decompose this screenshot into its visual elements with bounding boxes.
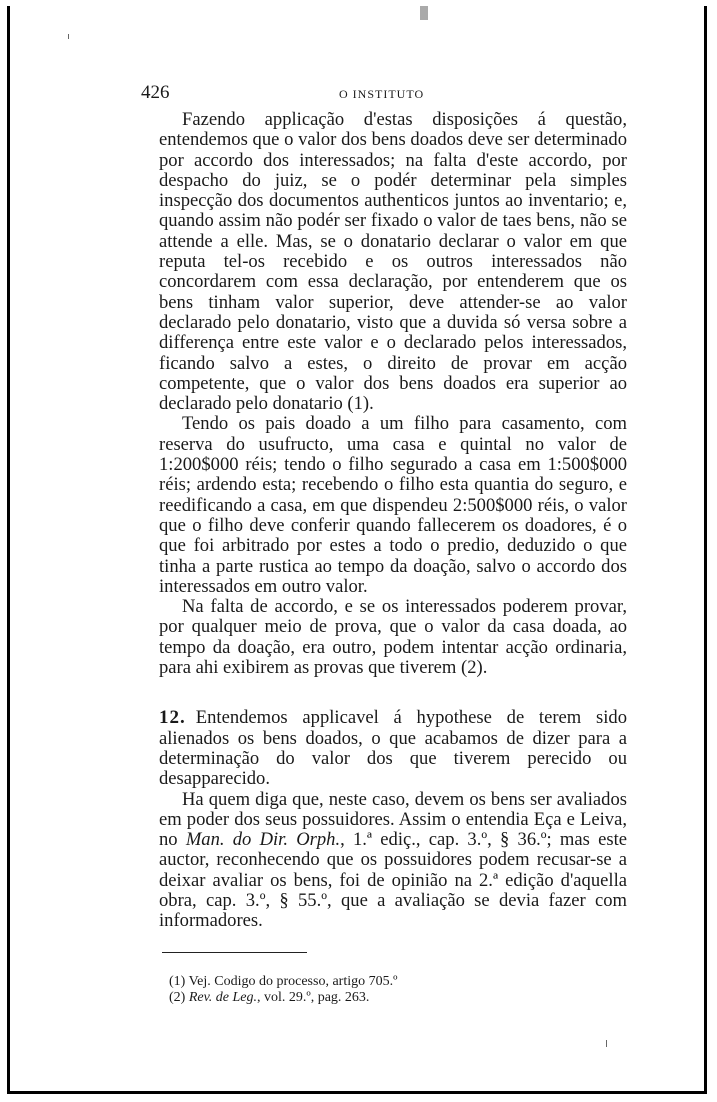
paragraph: Fazendo applicação d'estas disposições á questão, entendemos que o valor dos bens doados deve ser determinado por accordo dos interessados; na falta d'este accordo, por despacho do juiz, se o podér determinar pela simples inspecção dos documentos authenticos juntos ao inventario; e, quando assim não podér ser fixado o valor de taes bens, não se attende a elle. Mas, se o donatario declarar o valor em que reputa tel-os recebido e os outros interessados não concordarem com essa declaração, por entenderem que os bens tinham valor superior, deve attender-se ao valor declarado pelo donatario, visto que a duvida só versa sobre a differença entre este valor e o declarado pelos interessados, ficando salvo a estes, o direito de provar em acção competente, que o valor dos bens doados era superior ao declarado pelo donatario (1). [159, 109, 627, 415]
page-number: 426 [141, 82, 170, 103]
footnote-marker: (2) [169, 989, 189, 1005]
section-first-paragraph [159, 708, 627, 789]
footnote-2 [169, 990, 627, 1006]
footnotes [159, 974, 627, 1006]
scan-smudge [420, 6, 428, 20]
footnote-1: (1) Vej. Codigo do processo, artigo 705.º [169, 973, 398, 989]
section-12 [159, 708, 627, 931]
paragraph: Na falta de accordo, e se os interessados poderem provar, por qualquer meio de prova, que o valor da casa doada, ao tempo da doação, era outro, podem intentar acção ordinaria, para ahi exibirem as provas que tiverem (2). [159, 596, 627, 679]
paragraph: Tendo os pais doado a um filho para casamento, com reserva do usufructo, uma casa e quintal no valor de 1:200$000 réis; tendo o filho segurado a casa em 1:500$000 réis; ardendo esta; recebendo o filho esta quantia do seguro, e reedificando a casa, em que dispendeu 2:500$000 réis, o valor que o filho deve conferir quando fallecerem os doadores, é o que foi arbitrado por estes a todo o predio, deduzido o que tinha a parte rustica ao tempo da doação, salvo o accordo dos interessados em outro valor. [159, 413, 627, 597]
section-number: 12. [159, 707, 186, 729]
journal-reference: Rev. de Leg. [188, 989, 257, 1005]
book-page [141, 80, 627, 1006]
paragraph-text: , 1.ª ediç., cap. 3.º, § 36.º; mas este auctor, reconhecendo que os possuidores podem recusar-se a deixar avaliar os bens, foi de opinião na 2.ª edição d'aquella obra, cap. 3.º, § 55.º, que a avaliação se devia fazer com informadores. [159, 829, 627, 932]
scan-tick [68, 34, 69, 39]
section-second-paragraph [159, 790, 627, 932]
footnote-text: , vol. 29.º, pag. 263. [256, 989, 370, 1005]
footnote-rule [162, 952, 307, 953]
scan-tick [606, 1040, 607, 1047]
book-title-reference: Man. do Dir. Orph. [185, 829, 341, 851]
page-header [141, 80, 627, 110]
section-paragraph-text: Entendemos applicavel á hypothese de terem sido alienados os bens doados, o que acabamos de dizer para a determinação do valor dos que tiverem perecido ou desapparecido. [159, 707, 627, 790]
body-text [159, 110, 627, 932]
running-title: O INSTITUTO [339, 87, 425, 101]
paragraph-text: Ha quem diga que, neste caso, devem os bens ser avaliados em poder dos seus possuidores. Assim o entendia Eça e Leiva, no [159, 788, 627, 851]
